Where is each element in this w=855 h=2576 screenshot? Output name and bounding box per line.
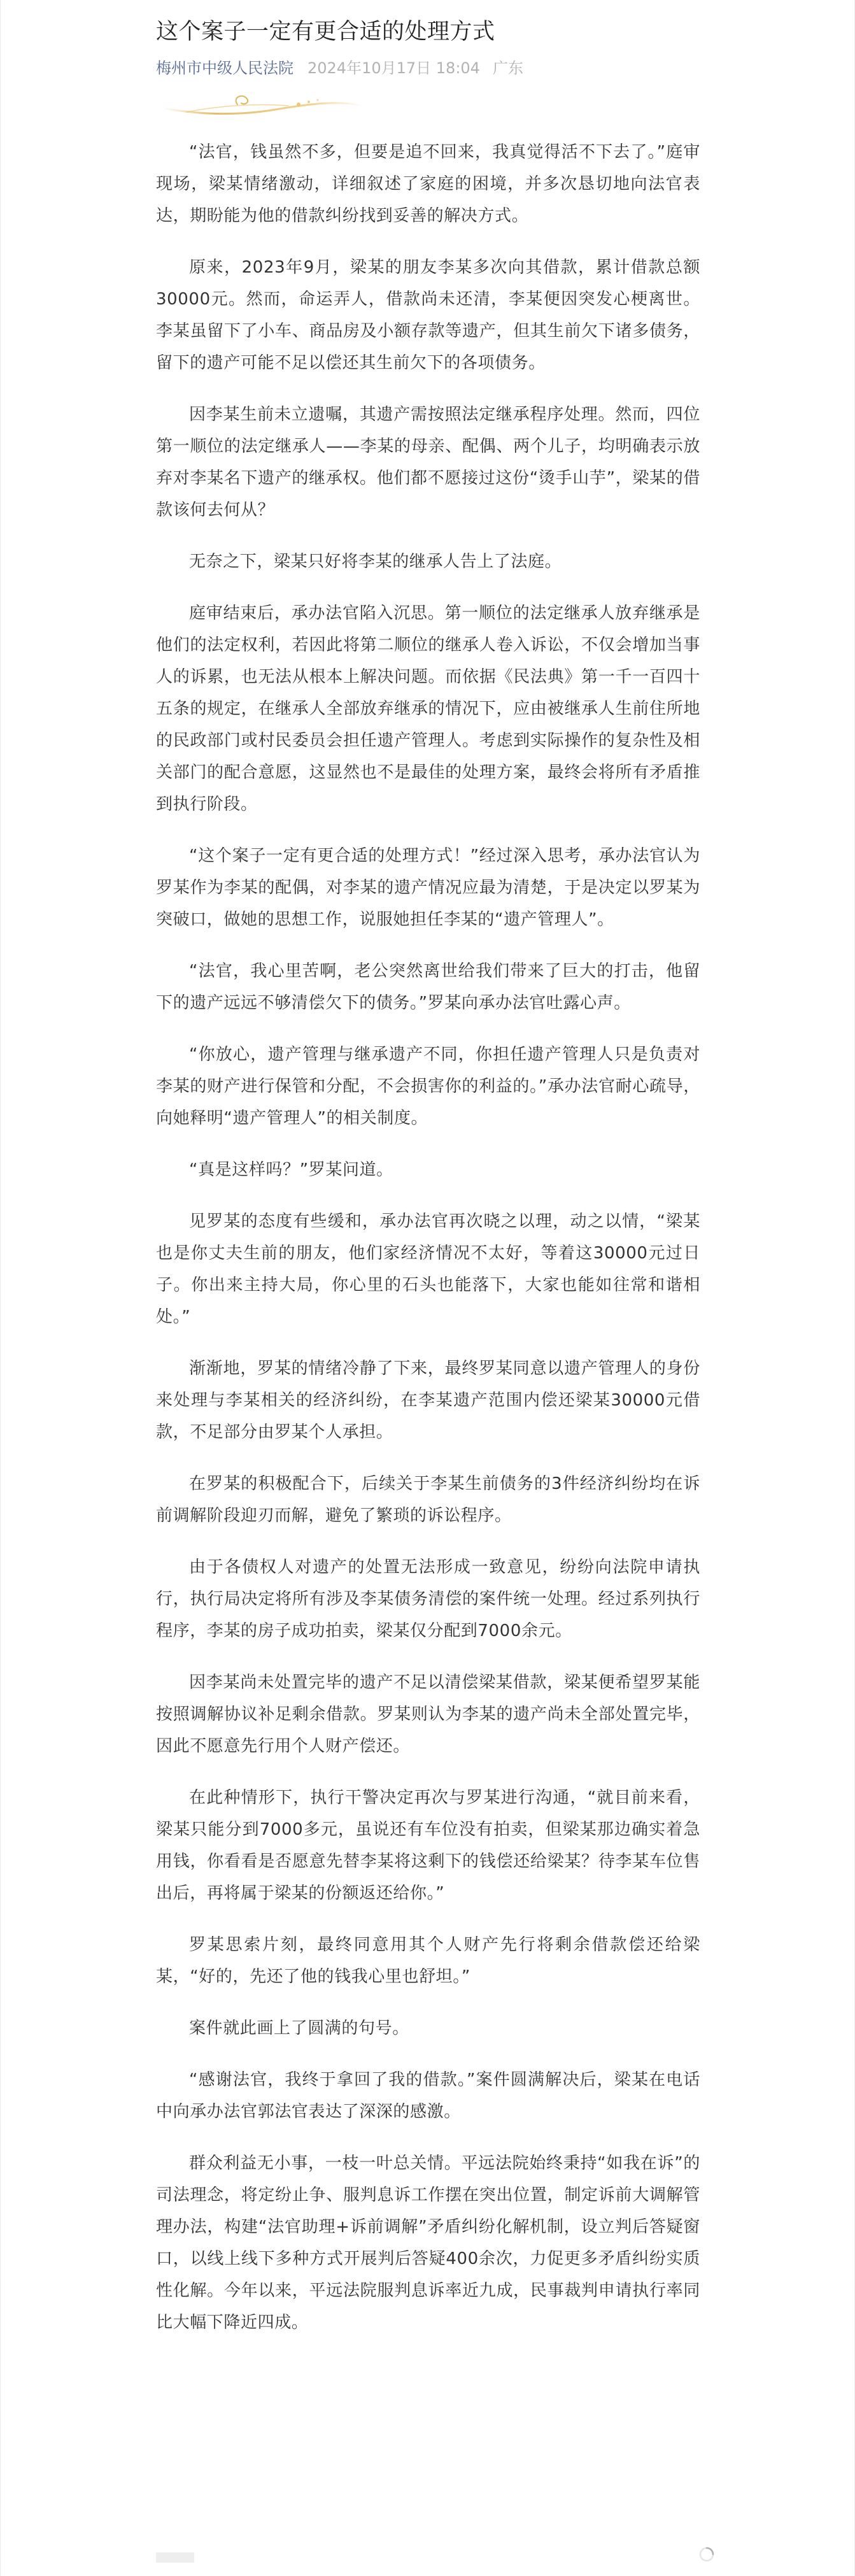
body-paragraph: 因李某生前未立遗嘱，其遗产需按照法定继承程序处理。然而，四位第一顺位的法定继承人——李某的母亲、配偶、两个儿子，均明确表示放弃对李某名下遗产的继承权。他们都不愿接过这份“烫手山芋”，梁某的借款该何去何从？ xyxy=(156,405,700,520)
article-body xyxy=(156,136,700,2338)
footer-placeholder-bar xyxy=(156,2552,194,2563)
body-paragraph: “这个案子一定有更合适的处理方式！”经过深入思考，承办法官认为罗某作为李某的配偶，对李某的遗产情况应最为清楚，于是决定以罗某为突破口，做她的思想工作，说服她担任李某的“遗产管理人”。 xyxy=(156,846,700,929)
article-meta xyxy=(156,55,700,78)
body-paragraph: 无奈之下，梁某只好将李某的继承人告上了法庭。 xyxy=(189,552,562,571)
body-paragraph: 群众利益无小事，一枝一叶总关情。平远法院始终秉持“如我在诉”的司法理念，将定纷止争、服判息诉工作摆在突出位置，制定诉前大调解管理办法，构建“法官助理+诉前调解”矛盾纠纷化解机制，设立判后答疑窗口，以线上线下多种方式开展判后答疑400余次，力促更多矛盾纠纷实质性化解。今年以来，平远法院服判息诉率近九成，民事裁判申请执行率同比大幅下降近四成。 xyxy=(156,2154,700,2332)
body-paragraph: “真是这样吗？”罗某问道。 xyxy=(189,1160,393,1179)
author-link[interactable]: 梅州市中级人民法院 xyxy=(156,59,293,77)
body-paragraph: 案件就此画上了圆满的句号。 xyxy=(189,2019,409,2038)
body-paragraph: 见罗某的态度有些缓和，承办法官再次晓之以理，动之以情，“梁某也是你丈夫生前的朋友，他们家经济情况不太好，等着这30000元过日子。你出来主持大局，你心里的石头也能落下，大家也能如往常和谐相处。” xyxy=(156,1212,700,1327)
body-paragraph: 由于各债权人对遗产的处置无法形成一致意见，纷纷向法院申请执行，执行局决定将所有涉及李某债务清偿的案件统一处理。经过系列执行程序，李某的房子成功拍卖，梁某仅分配到7000余元。 xyxy=(156,1558,700,1640)
body-paragraph: “法官，钱虽然不多，但要是追不回来，我真觉得活不下去了。”庭审现场，梁某情绪激动，详细叙述了家庭的困境，并多次恳切地向法官表达，期盼能为他的借款纠纷找到妥善的解决方式。 xyxy=(156,143,700,225)
article xyxy=(156,17,700,2358)
body-paragraph: “你放心，遗产管理与继承遗产不同，你担任遗产管理人只是负责对李某的财产进行保管和分配，不会损害你的利益的。”承办法官耐心疏导，向她释明“遗产管理人”的相关制度。 xyxy=(156,1045,700,1128)
body-paragraph: 渐渐地，罗某的情绪冷静了下来，最终罗某同意以遗产管理人的身份来处理与李某相关的经济纠纷，在李某遗产范围内偿还梁某30000元借款，不足部分由罗某个人承担。 xyxy=(156,1359,700,1442)
body-paragraph: 在罗某的积极配合下，后续关于李某生前债务的3件经济纠纷均在诉前调解阶段迎刃而解，避免了繁琐的诉讼程序。 xyxy=(156,1474,700,1525)
body-paragraph: 在此种情形下，执行干警决定再次与罗某进行沟通，“就目前来看，梁某只能分到7000多元，虽说还有车位没有拍卖，但梁某那边确实着急用钱，你看看是否愿意先替李某将这剩下的钱偿还给梁某？待李某车位售出后，再将属于梁某的份额返还给你。” xyxy=(156,1788,700,1903)
gold-swirl-divider-icon xyxy=(161,87,365,125)
body-paragraph: 因李某尚未处置完毕的遗产不足以清偿梁某借款，梁某便希望罗某能按照调解协议补足剩余借款。罗某则认为李某的遗产尚未全部处置完毕，因此不愿意先行用个人财产偿还。 xyxy=(156,1673,700,1756)
loading-spinner-icon xyxy=(698,2546,715,2563)
publish-region: 广东 xyxy=(492,59,523,77)
footer-row xyxy=(156,2541,700,2576)
body-paragraph: “感谢法官，我终于拿回了我的借款。”案件圆满解决后，梁某在电话中向承办法官郭法官表达了深深的感激。 xyxy=(156,2070,700,2121)
publish-date: 2024年10月17日 18:04 xyxy=(307,59,480,77)
article-title: 这个案子一定有更合适的处理方式 xyxy=(156,19,495,45)
body-paragraph: 原来，2023年9月，梁某的朋友李某多次向其借款，累计借款总额30000元。然而，命运弄人，借款尚未还清，李某便因突发心梗离世。李某虽留下了小车、商品房及小额存款等遗产，但其生前欠下诸多债务，留下的遗产可能不足以偿还其生前欠下的各项债务。 xyxy=(156,258,700,373)
body-paragraph: 庭审结束后，承办法官陷入沉思。第一顺位的法定继承人放弃继承是他们的法定权利，若因此将第二顺位的继承人卷入诉讼，不仅会增加当事人的诉累，也无法从根本上解决问题。而依据《民法典》第一千一百四十五条的规定，在继承人全部放弃继承的情况下，应由被继承人生前住所地的民政部门或村民委员会担任遗产管理人。考虑到实际操作的复杂性及相关部门的配合意愿，这显然也不是最佳的处理方案，最终会将所有矛盾推到执行阶段。 xyxy=(156,604,700,814)
body-paragraph: 罗某思索片刻，最终同意用其个人财产先行将剩余借款偿还给梁某，“好的，先还了他的钱我心里也舒坦。” xyxy=(156,1935,700,1986)
body-paragraph: “法官，我心里苦啊，老公突然离世给我们带来了巨大的打击，他留下的遗产远远不够清偿欠下的债务。”罗某向承办法官吐露心声。 xyxy=(156,962,700,1013)
